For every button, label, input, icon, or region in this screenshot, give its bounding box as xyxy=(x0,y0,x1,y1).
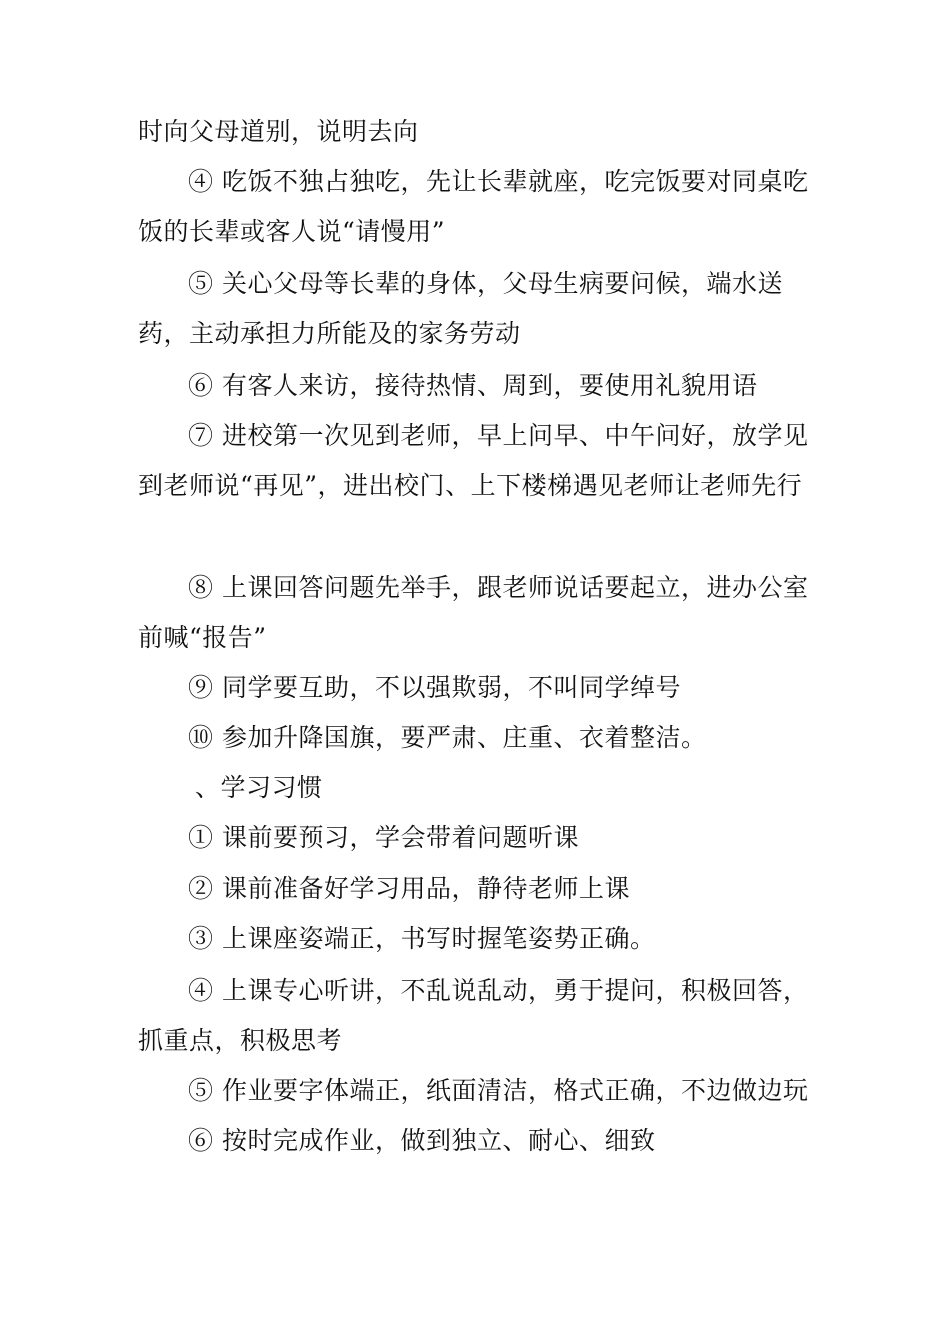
paragraph-item-6-guests: ⑥ 有客人来访，接待热情、周到，要使用礼貌用语 xyxy=(188,371,758,400)
section-heading-study-habits: 、学习习惯 xyxy=(195,773,323,802)
paragraph-study-item-4: ④ 上课专心听讲，不乱说乱动，勇于提问，积极回答，抓重点，积极思考 xyxy=(138,976,809,1055)
paragraph-study-item-5: ⑤ 作业要字体端正，纸面清洁，格式正确，不边做边玩 xyxy=(188,1076,809,1105)
paragraph-study-item-1: ① 课前要预习，学会带着问题听课 xyxy=(188,823,579,852)
paragraph-item-10-flag: ⑩ 参加升降国旗，要严肃、庄重、衣着整洁。 xyxy=(188,723,707,752)
paragraph-continuation: 时向父母道别，说明去向 xyxy=(138,117,419,146)
paragraph-item-4-dining: ④ 吃饭不独占独吃，先让长辈就座，吃完饭要对同桌吃饭的长辈或客人说“请慢用” xyxy=(138,167,809,246)
paragraph-study-item-2: ② 课前准备好学习用品，静待老师上课 xyxy=(188,874,630,903)
paragraph-item-8-class: ⑧ 上课回答问题先举手，跟老师说话要起立，进办公室前喊“报告” xyxy=(138,573,809,652)
paragraph-item-9-classmates: ⑨ 同学要互助，不以强欺弱，不叫同学绰号 xyxy=(188,673,681,702)
paragraph-study-item-6: ⑥ 按时完成作业，做到独立、耐心、细致 xyxy=(188,1126,656,1155)
paragraph-study-item-3: ③ 上课座姿端正，书写时握笔姿势正确。 xyxy=(188,924,656,953)
paragraph-item-5-care: ⑤ 关心父母等长辈的身体，父母生病要问候，端水送药，主动承担力所能及的家务劳动 xyxy=(138,269,783,348)
paragraph-item-7-teacher: ⑦ 进校第一次见到老师，早上问早、中午问好，放学见到老师说“再见”，进出校门、上下楼梯遇见老师让老师先行 xyxy=(138,421,809,500)
